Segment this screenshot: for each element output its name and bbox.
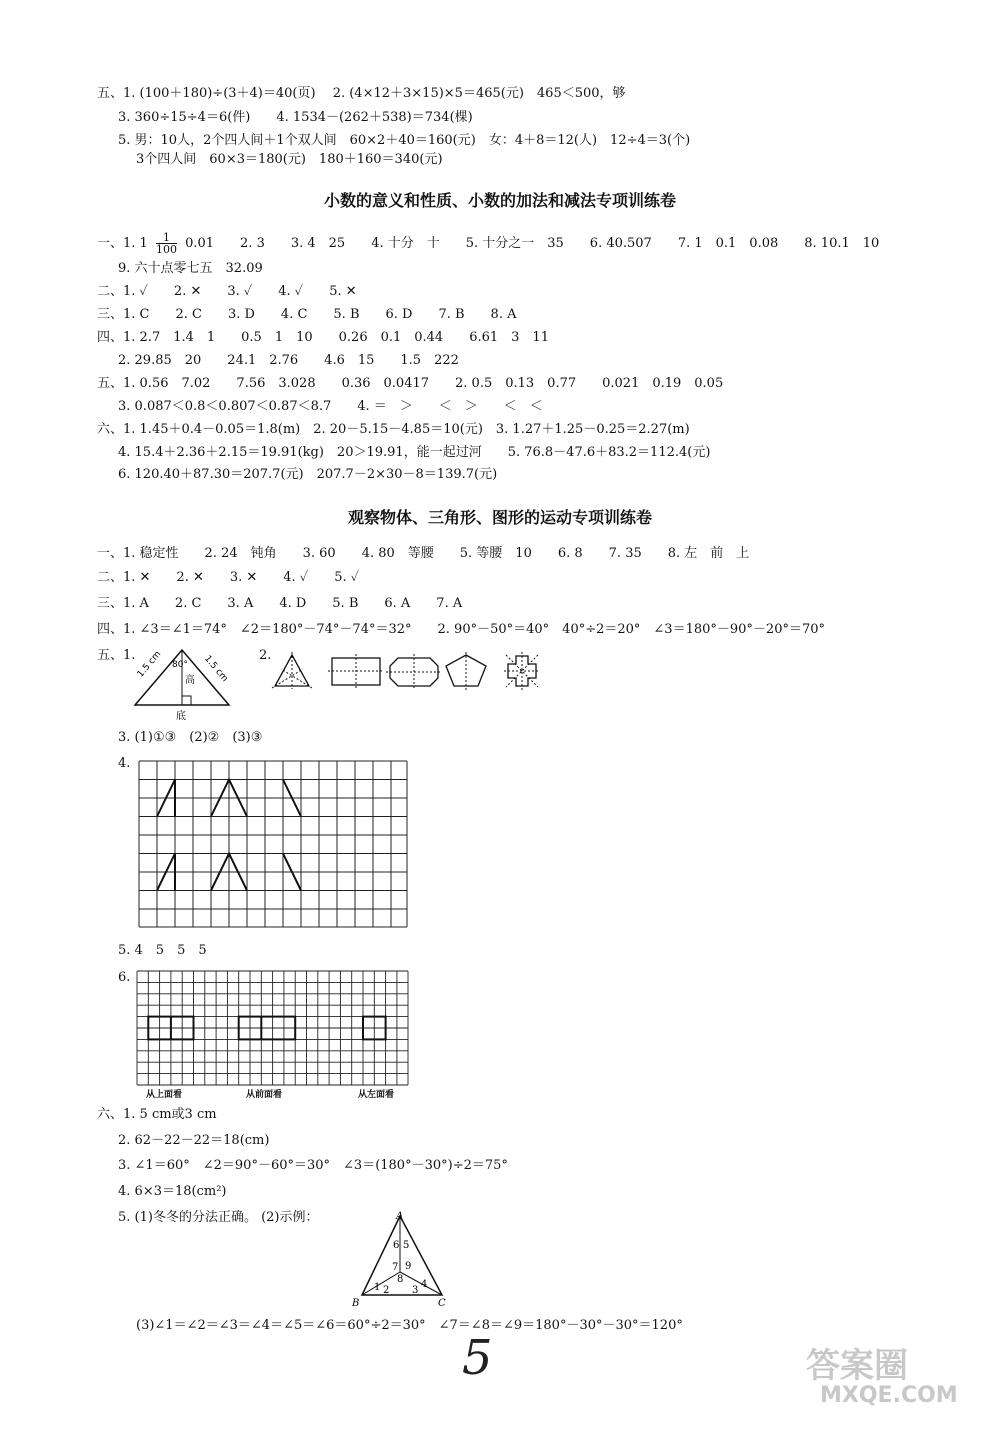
section-title: 小数的意义和性质、小数的加法和减法专项训练卷 xyxy=(323,191,676,210)
angle-label: 80° xyxy=(172,660,188,670)
answer-line: 五、1. (100＋180)÷(3＋4)＝40(页) 2. (4×12＋3×15)×5＝465(元) 465＜500，够 xyxy=(97,86,626,101)
answer-line: 3. 0.087＜0.8＜0.807＜0.87＜8.7 4. ＝ ＞ ＜ ＞ ＜ ＜ xyxy=(118,399,543,414)
svg-text:7: 7 xyxy=(392,1262,399,1273)
answer-line: 六、1. 1.45＋0.4－0.05＝1.8(m) 2. 20－5.15－4.85＝10(元) 3. 1.27＋1.25－0.25＝2.27(m) xyxy=(97,422,690,437)
vertex-label-b: B xyxy=(352,1298,360,1309)
triangle-symmetry-axes xyxy=(272,652,312,689)
question-label: 五、1. xyxy=(97,648,136,663)
view-label-left: 从左面看 xyxy=(358,1090,395,1100)
base-label: 底 xyxy=(176,711,186,722)
answer-line: 2. 62－22－22＝18(cm) xyxy=(118,1133,270,1148)
question-label: 6. xyxy=(118,970,131,985)
watermark-url: MXQE.COM xyxy=(820,1383,958,1408)
watermark-logo: 答案圈 xyxy=(806,1346,908,1386)
answer-line: 5. 男：10人，2个四人间＋1个双人间 60×2＋40＝160(元) 女：4＋8＝12(人) 12÷4＝3(个) xyxy=(118,133,691,148)
answer-line: 五、1. 0.56 7.02 7.56 3.028 0.36 0.0417 2. 0.5 0.13 0.77 0.021 0.19 0.05 xyxy=(97,376,724,391)
answer-line: 5. 4 5 5 5 xyxy=(118,943,207,958)
answer-line: 3个四人间 60×3＝180(元) 180＋160＝340(元) xyxy=(136,152,443,167)
question-label: 2. xyxy=(259,648,272,663)
answer-line: 3. 360÷15÷4＝6(件) 4. 1534－(262＋538)＝734(棵) xyxy=(118,110,473,125)
translation-grid xyxy=(138,760,408,928)
view-label-front: 从前面看 xyxy=(246,1090,283,1100)
answer-line: 5. (1)冬冬的分法正确。 (2)示例： xyxy=(118,1210,319,1225)
answer-line: 四、1. 2.7 1.4 1 0.5 1 10 0.26 0.1 0.44 6.61 3 11 xyxy=(97,330,549,345)
answer-line: 六、1. 5 cm或3 cm xyxy=(97,1107,217,1122)
equilateral-triangle-figure xyxy=(350,1210,450,1310)
answer-line: 4. 6×3＝18(cm²) xyxy=(118,1184,227,1199)
fraction xyxy=(156,232,177,255)
side-length-label: 1.5 cm xyxy=(202,653,230,685)
fraction-numerator: 1 xyxy=(156,232,177,244)
page-number: 5 xyxy=(462,1330,493,1386)
section-title: 观察物体、三角形、图形的运动专项训练卷 xyxy=(347,508,652,527)
grid-lines xyxy=(139,761,407,927)
svg-text:9: 9 xyxy=(405,1261,412,1272)
answer-line: (3)∠1＝∠2＝∠3＝∠4＝∠5＝∠6＝60°÷2＝30° ∠7＝∠8＝∠9＝180°－30°－30°＝120° xyxy=(136,1318,683,1333)
answer-line: 2. 29.85 20 24.1 2.76 4.6 15 1.5 222 xyxy=(118,353,459,368)
answer-line: 二、1. ✕ 2. ✕ 3. ✕ 4. ✓ 5. ✓ xyxy=(97,570,360,585)
svg-text:2: 2 xyxy=(383,1285,390,1296)
svg-text:1: 1 xyxy=(374,1282,381,1293)
answer-line: 一、1. 稳定性 2. 24 钝角 3. 60 4. 80 等腰 5. 等腰 10 6. 8 7. 35 8. 左 前 上 xyxy=(97,546,750,561)
answer-line: 6. 120.40＋87.30＝207.7(元) 207.7－2×30－8＝139.7(元) xyxy=(118,467,498,482)
pentagon-symmetry-axis xyxy=(446,652,486,690)
answer-text: 一、1. 1 xyxy=(97,236,148,251)
svg-text:5: 5 xyxy=(403,1240,410,1251)
grid-lines xyxy=(137,971,408,1085)
svg-text:3: 3 xyxy=(412,1285,419,1296)
answer-line xyxy=(97,232,879,255)
answer-line: 二、1. ✓ 2. ✕ 3. ✓ 4. ✓ 5. ✕ xyxy=(97,284,357,299)
symmetry-figures xyxy=(270,652,550,692)
answer-line: 4. 15.4＋2.36＋2.15＝19.91(kg) 20＞19.91，能一起过河 5. 76.8－47.6＋83.2＝112.4(元) xyxy=(118,445,711,460)
answer-line: 三、1. C 2. C 3. D 4. C 5. B 6. D 7. B 8. A xyxy=(97,307,517,322)
question-label: 4. xyxy=(118,756,131,771)
answer-line: 3. ∠1＝60° ∠2＝90°－60°＝30° ∠3＝(180°－30°)÷2＝75° xyxy=(118,1158,508,1173)
side-length-label: 1.5 cm xyxy=(135,649,164,680)
svg-text:8: 8 xyxy=(397,1274,404,1285)
height-label: 高 xyxy=(185,675,195,686)
answer-line: 9. 六十点零七五 32.09 xyxy=(118,261,263,276)
svg-text:6: 6 xyxy=(393,1240,400,1251)
angle-numbers xyxy=(374,1240,427,1296)
octagon-symmetry-axes xyxy=(386,654,442,690)
cross-shape-symmetry-axes xyxy=(504,652,540,690)
answer-line: 三、1. A 2. C 3. A 4. D 5. B 6. A 7. A xyxy=(97,596,463,611)
three-views-grid xyxy=(136,970,410,1086)
answer-line: 四、1. ∠3＝∠1＝74° ∠2＝180°－74°－74°＝32° 2. 90°－50°＝40° 40°÷2＝20° ∠3＝180°－90°－20°＝70° xyxy=(97,622,826,637)
fraction-denominator: 100 xyxy=(155,243,177,256)
isosceles-triangle-figure xyxy=(125,645,240,725)
rectangle-symmetry-axes xyxy=(328,654,384,689)
answer-line: 3. (1)①③ (2)② (3)③ xyxy=(118,730,263,745)
svg-text:4: 4 xyxy=(421,1279,428,1290)
answer-text: 0.01 2. 3 3. 4 25 4. 十分 十 5. 十分之一 35 6. 40.507 7. 1 0.1 0.08 8. 10.1 10 xyxy=(185,236,880,251)
vertex-label-a: A xyxy=(396,1211,404,1222)
view-label-top: 从上面看 xyxy=(146,1090,183,1100)
vertex-label-c: C xyxy=(438,1298,446,1309)
